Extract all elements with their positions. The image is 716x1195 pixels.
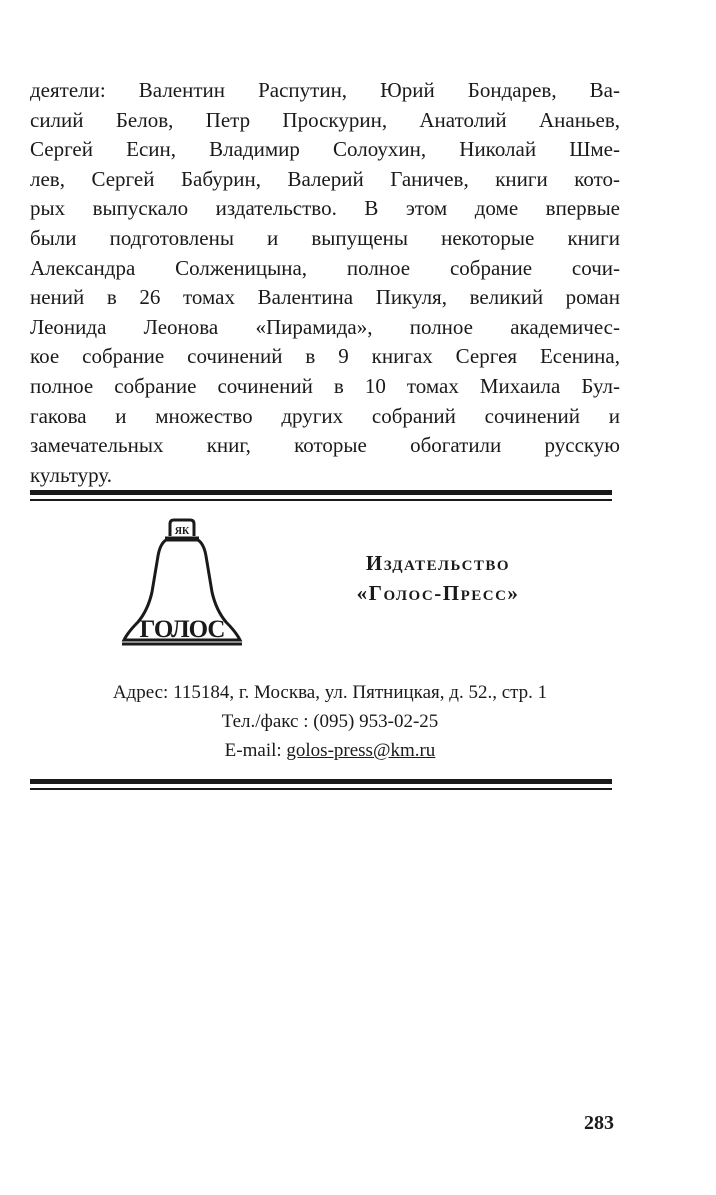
- body-line: были подготовлены и выпущены некоторые книги: [30, 225, 620, 250]
- body-line: лев, Сергей Бабурин, Валерий Ганичев, книги кото-: [30, 166, 620, 191]
- contact-block: [30, 678, 630, 765]
- address-line: Адрес: 115184, г. Москва, ул. Пятницкая, д. 52., стр. 1: [112, 682, 548, 703]
- publisher-name: [296, 548, 580, 608]
- page-number: 283: [584, 1112, 614, 1134]
- logo-text: ГОЛОС: [139, 616, 225, 643]
- body-line: Сергей Есин, Владимир Солоухин, Николай Шме-: [30, 137, 620, 162]
- body-line: рых выпускало издательство. В этом доме впервые: [30, 196, 620, 221]
- divider-top-thin: [30, 499, 612, 501]
- body-line: кое собрание сочинений в 9 книгах Сергея Есенина,: [30, 344, 620, 369]
- logo-top-text: ЯК: [174, 526, 190, 537]
- body-line: гакова и множество других собраний сочинений и: [30, 403, 620, 428]
- publisher-line-2: «Голос-Пресс»: [356, 581, 520, 605]
- divider-bottom-thick: [30, 779, 612, 784]
- phone-line: Тел./факс : (095) 953-02-25: [221, 711, 439, 732]
- body-line: полное собрание сочинений в 10 томах Михаила Бул-: [30, 373, 620, 398]
- body-line: силий Белов, Петр Проскурин, Анатолий Ананьев,: [30, 107, 620, 132]
- body-line: замечательных книг, которые обогатили русскую: [30, 433, 620, 458]
- divider-bottom-thin: [30, 788, 612, 790]
- publisher-line-1: Издательство: [365, 551, 511, 575]
- email-line: [30, 736, 630, 765]
- body-line: Александра Солженицына, полное собрание сочи-: [30, 255, 620, 280]
- body-line: деятели: Валентин Распутин, Юрий Бондарев, Ва-: [30, 78, 620, 102]
- bell-logo-icon: [118, 518, 246, 653]
- divider-top-thick: [30, 490, 612, 495]
- email-link[interactable]: golos-press@km.ru: [286, 740, 436, 761]
- body-line: нений в 26 томах Валентина Пикуля, великий роман: [30, 285, 620, 310]
- body-paragraph: [30, 76, 620, 490]
- body-line: Леонида Леонова «Пирамида», полное академичес-: [30, 314, 620, 339]
- email-label: E-mail:: [224, 740, 282, 761]
- body-line: культуру.: [30, 462, 113, 487]
